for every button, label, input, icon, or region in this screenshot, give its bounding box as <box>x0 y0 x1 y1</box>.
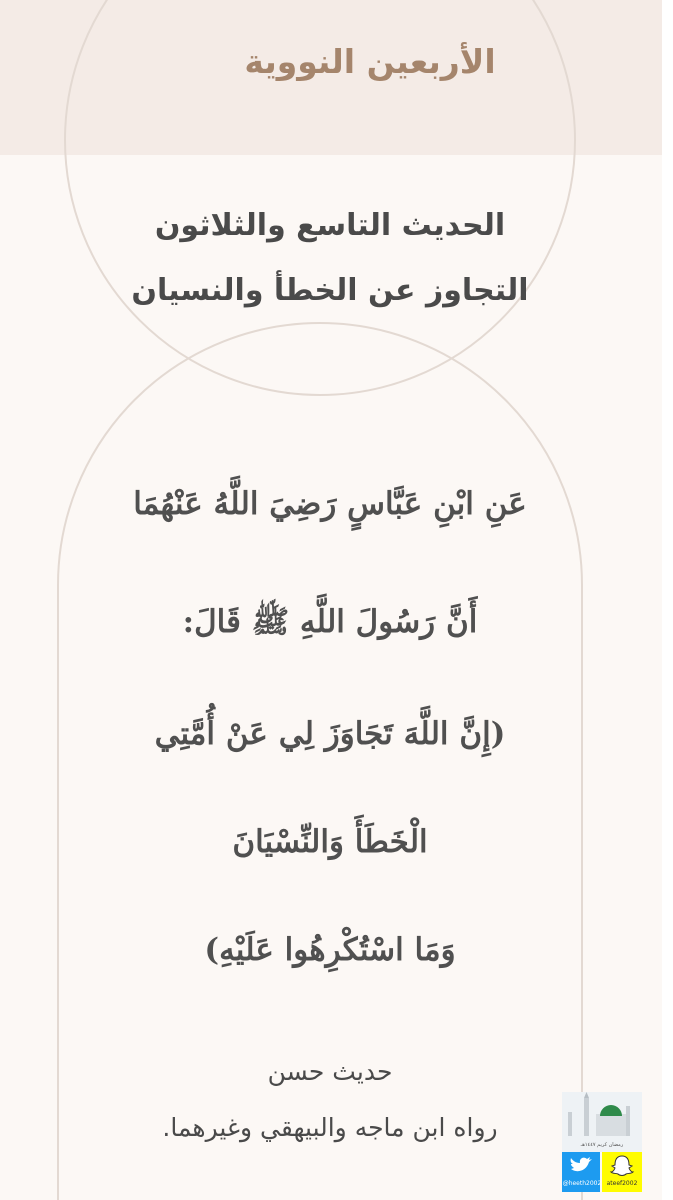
hadith-number-title: الحديث التاسع والثلاثون <box>154 208 506 243</box>
hadith-line-5: وَمَا اسْتُكْرِهُوا عَلَيْهِ) <box>204 932 456 968</box>
hadith-line-1: عَنِ ابْنِ عَبَّاسٍ رَضِيَ اللَّهُ عَنْهُمَا <box>133 486 527 522</box>
logo-caption: رمضان كريم ١٤٤٧هـ <box>580 1142 624 1148</box>
twitter-handle: @heeth2002 <box>562 1180 602 1187</box>
snapchat-badge <box>602 1152 642 1192</box>
author-logo <box>562 1092 642 1192</box>
twitter-badge <box>562 1152 600 1192</box>
page-title: الأربعين النووية <box>244 42 496 81</box>
hadith-line-2: أَنَّ رَسُولَ اللَّهِ ﷺ قَالَ: <box>182 604 478 640</box>
twitter-bird-icon <box>562 1152 600 1178</box>
snapchat-handle: ateef2002 <box>606 1180 638 1187</box>
hadith-topic-title: التجاوز عن الخطأ والنسيان <box>131 273 529 308</box>
hadith-grade: حديث حسن <box>267 1057 393 1086</box>
snapchat-ghost-icon <box>602 1152 642 1178</box>
hadith-line-4: الْخَطَأَ وَالنِّسْيَانَ <box>232 824 428 860</box>
hadith-line-3: (إِنَّ اللَّهَ تَجَاوَزَ لِي عَنْ أُمَّتِي <box>154 716 506 752</box>
mosque-icon <box>562 1092 642 1152</box>
hadith-source: رواه ابن ماجه والبيهقي وغيرهما. <box>162 1113 498 1142</box>
